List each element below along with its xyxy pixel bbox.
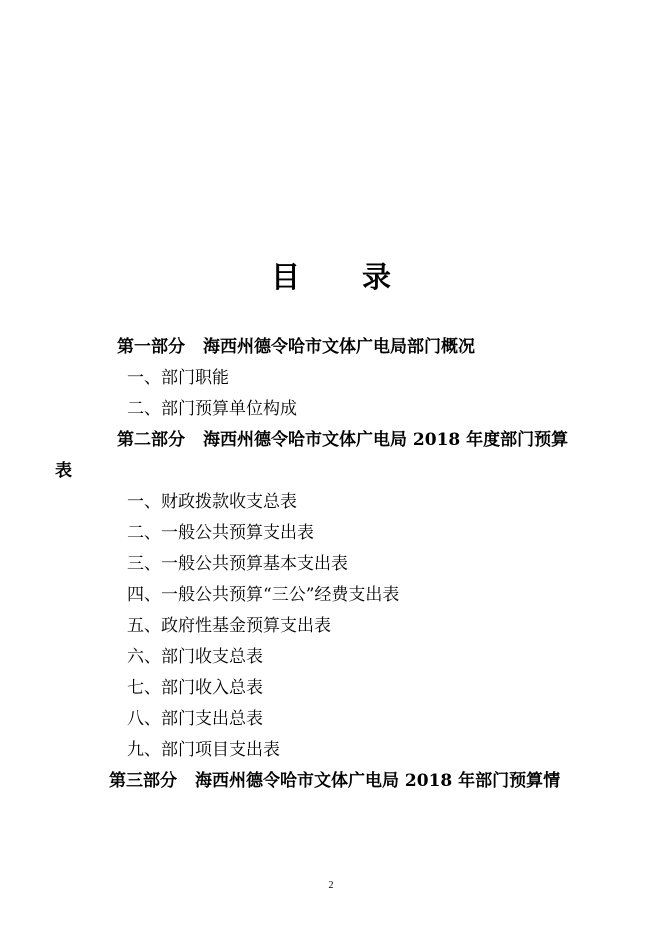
part-1-text: 海西州德令哈市文体广电局部门概况	[203, 337, 475, 357]
page-number: 2	[328, 880, 334, 891]
part-3-text: 海西州德令哈市文体广电局 2018 年部门预算情	[195, 771, 561, 791]
part-2-text: 海西州德令哈市文体广电局 2018 年度部门预算	[203, 430, 569, 450]
toc-part-2[interactable]	[117, 429, 568, 451]
toc-title: 目 录	[270, 260, 418, 294]
part-3-label: 第三部分	[109, 771, 177, 791]
toc-part-3[interactable]	[109, 770, 560, 792]
toc-item[interactable]: 五、政府性基金预算支出表	[127, 616, 331, 636]
toc-item[interactable]: 一、部门职能	[127, 368, 229, 388]
toc-item[interactable]: 二、一般公共预算支出表	[127, 523, 314, 543]
toc-item[interactable]: 九、部门项目支出表	[127, 740, 280, 760]
toc-item[interactable]: 三、一般公共预算基本支出表	[127, 554, 348, 574]
toc-item[interactable]: 七、部门收入总表	[127, 678, 263, 698]
toc-part-2-wrap[interactable]: 表	[55, 461, 72, 481]
toc-item[interactable]: 四、一般公共预算“三公”经费支出表	[127, 585, 400, 605]
toc-item[interactable]: 六、部门收支总表	[127, 647, 263, 667]
toc-part-1[interactable]	[117, 336, 475, 358]
toc-item[interactable]: 八、部门支出总表	[127, 709, 263, 729]
part-2-label: 第二部分	[117, 430, 185, 450]
part-1-label: 第一部分	[117, 337, 185, 357]
toc-item[interactable]: 一、财政拨款收支总表	[127, 492, 297, 512]
toc-item[interactable]: 二、部门预算单位构成	[127, 399, 297, 419]
